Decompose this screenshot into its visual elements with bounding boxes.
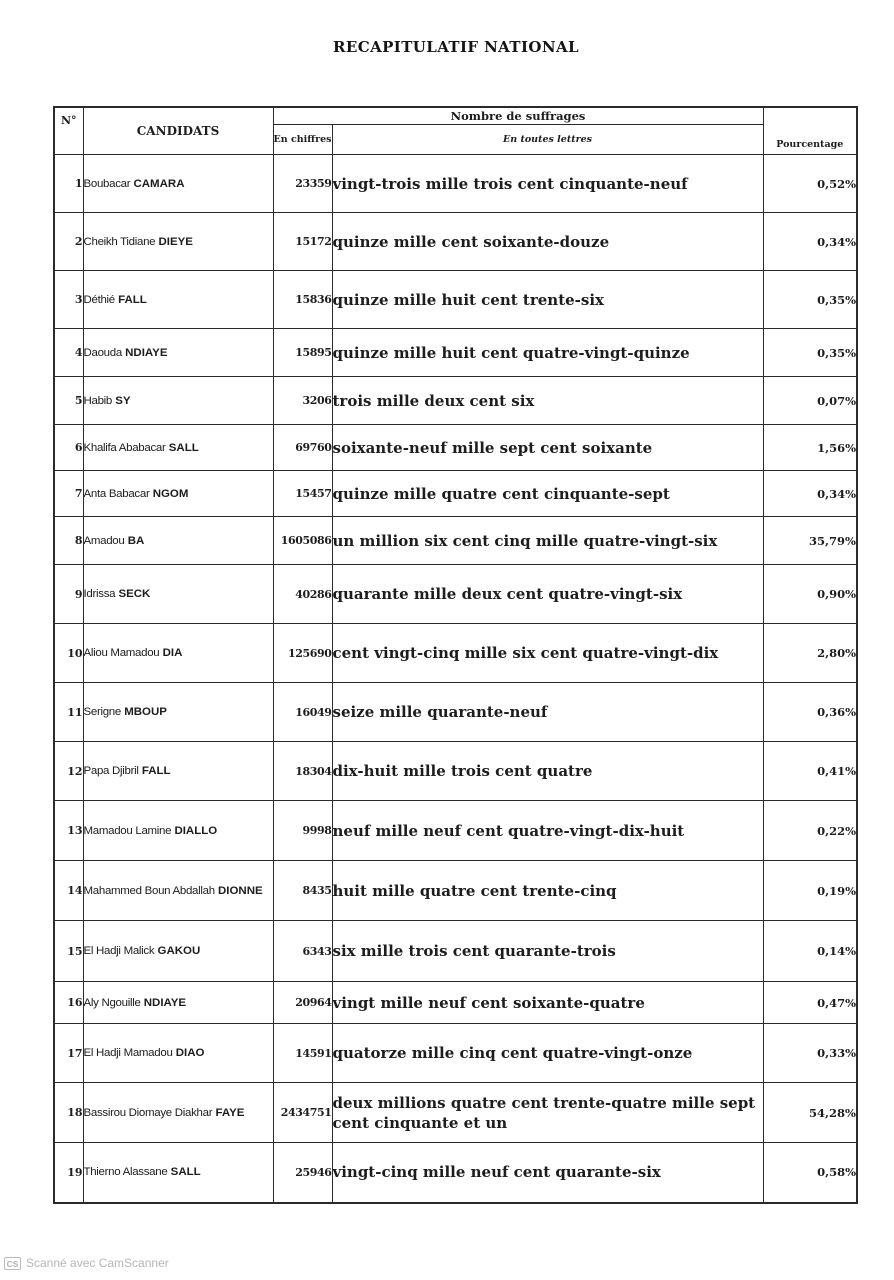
vote-percentage: 54,28%	[763, 1083, 857, 1143]
candidate-given-name: Habib	[83, 394, 113, 407]
candidate-name	[83, 155, 273, 213]
header-candidates: CANDIDATS	[83, 107, 273, 155]
row-number: 11	[54, 683, 83, 742]
table-row	[54, 565, 857, 624]
candidate-given-name: Bassirou Diomaye Diakhar	[83, 1106, 213, 1119]
candidate-given-name: Cheikh Tidiane	[83, 235, 156, 248]
candidate-name	[83, 1083, 273, 1143]
header-in-figures: En chiffres	[273, 125, 332, 155]
vote-percentage: 0,22%	[763, 801, 857, 861]
votes-in-words: quatorze mille cinq cent quatre-vingt-onze	[332, 1024, 763, 1083]
candidate-given-name: Boubacar	[83, 177, 131, 190]
candidate-family-name: BA	[127, 534, 145, 547]
vote-percentage: 0,47%	[763, 982, 857, 1024]
candidate-family-name: CAMARA	[133, 177, 185, 190]
votes-in-words: vingt-cinq mille neuf cent quarante-six	[332, 1143, 763, 1203]
scanner-watermark	[4, 1255, 169, 1271]
candidate-family-name: DIALLO	[174, 824, 218, 837]
table-row	[54, 471, 857, 517]
candidate-given-name: El Hadji Mamadou	[83, 1047, 173, 1059]
votes-in-words: trois mille deux cent six	[332, 377, 763, 425]
votes-in-figures: 23359	[273, 155, 332, 213]
candidate-name	[83, 377, 273, 425]
votes-in-words: un million six cent cinq mille quatre-vingt-six	[332, 517, 763, 565]
candidate-given-name: Thierno Alassane	[83, 1166, 168, 1179]
candidate-given-name: Mamadou Lamine	[83, 824, 172, 837]
votes-in-figures: 25946	[273, 1143, 332, 1203]
vote-percentage: 0,52%	[763, 155, 857, 213]
table-row	[54, 517, 857, 565]
votes-in-words: quinze mille huit cent quatre-vingt-quinze	[332, 329, 763, 377]
candidate-family-name: NGOM	[152, 487, 189, 500]
row-number: 15	[54, 921, 83, 982]
candidate-name	[83, 425, 273, 471]
candidate-given-name: Aliou Mamadou	[83, 647, 160, 659]
votes-in-figures: 20964	[273, 982, 332, 1024]
table-row	[54, 155, 857, 213]
scanner-text: Scanné avec CamScanner	[26, 1256, 169, 1270]
votes-in-figures: 2434751	[273, 1083, 332, 1143]
candidate-name	[83, 271, 273, 329]
row-number: 7	[54, 471, 83, 517]
vote-percentage: 0,33%	[763, 1024, 857, 1083]
candidate-name	[83, 213, 273, 271]
votes-in-figures: 6343	[273, 921, 332, 982]
candidate-given-name: Khalifa Ababacar	[83, 441, 166, 454]
table-row	[54, 624, 857, 683]
row-number: 19	[54, 1143, 83, 1203]
vote-percentage: 0,14%	[763, 921, 857, 982]
candidate-given-name: Papa Djibril	[83, 765, 139, 777]
votes-in-figures: 15457	[273, 471, 332, 517]
table-header	[54, 107, 857, 155]
header-percentage: Pourcentage	[763, 107, 857, 155]
candidate-family-name: DIA	[162, 647, 183, 659]
candidate-given-name: El Hadji Malick	[83, 945, 155, 957]
votes-in-figures: 16049	[273, 683, 332, 742]
vote-percentage: 0,36%	[763, 683, 857, 742]
candidate-family-name: SALL	[170, 1166, 201, 1179]
row-number: 13	[54, 801, 83, 861]
candidate-family-name: DIEYE	[158, 235, 193, 248]
votes-in-words: quinze mille cent soixante-douze	[332, 213, 763, 271]
votes-in-words: vingt-trois mille trois cent cinquante-neuf	[332, 155, 763, 213]
candidate-family-name: FALL	[141, 765, 171, 777]
candidate-given-name: Serigne	[83, 706, 121, 718]
votes-in-words: quarante mille deux cent quatre-vingt-six	[332, 565, 763, 624]
header-votes-group: Nombre de suffrages	[273, 107, 763, 125]
candidate-family-name: DIAO	[175, 1047, 205, 1059]
row-number: 9	[54, 565, 83, 624]
camscanner-logo-icon: CS	[4, 1257, 21, 1270]
page-title: RECAPITULATIF NATIONAL	[333, 38, 579, 56]
table-row	[54, 213, 857, 271]
vote-percentage: 1,56%	[763, 425, 857, 471]
votes-in-figures: 69760	[273, 425, 332, 471]
votes-in-figures: 14591	[273, 1024, 332, 1083]
candidate-name	[83, 624, 273, 683]
candidate-family-name: SECK	[118, 588, 151, 600]
votes-in-words: quinze mille quatre cent cinquante-sept	[332, 471, 763, 517]
votes-in-words: seize mille quarante-neuf	[332, 683, 763, 742]
vote-percentage: 0,41%	[763, 742, 857, 801]
votes-in-figures: 15172	[273, 213, 332, 271]
candidate-family-name: FALL	[118, 293, 147, 306]
vote-percentage: 0,35%	[763, 271, 857, 329]
row-number: 17	[54, 1024, 83, 1083]
table-row	[54, 683, 857, 742]
candidate-name	[83, 329, 273, 377]
candidate-name	[83, 1143, 273, 1203]
votes-in-figures: 15836	[273, 271, 332, 329]
table-row	[54, 377, 857, 425]
vote-percentage: 35,79%	[763, 517, 857, 565]
row-number: 8	[54, 517, 83, 565]
votes-in-words: six mille trois cent quarante-trois	[332, 921, 763, 982]
row-number: 6	[54, 425, 83, 471]
row-number: 18	[54, 1083, 83, 1143]
candidate-name	[83, 683, 273, 742]
table-row	[54, 1024, 857, 1083]
candidate-name	[83, 471, 273, 517]
row-number: 5	[54, 377, 83, 425]
votes-in-words: dix-huit mille trois cent quatre	[332, 742, 763, 801]
candidate-name	[83, 861, 273, 921]
candidate-name	[83, 565, 273, 624]
candidate-family-name: NDIAYE	[143, 996, 187, 1009]
candidate-name	[83, 742, 273, 801]
candidate-given-name: Amadou	[83, 534, 125, 547]
table-row	[54, 1143, 857, 1203]
candidate-family-name: NDIAYE	[125, 346, 168, 359]
row-number: 10	[54, 624, 83, 683]
candidate-family-name: GAKOU	[157, 945, 201, 957]
vote-percentage: 2,80%	[763, 624, 857, 683]
candidate-given-name: Anta Babacar	[83, 487, 150, 500]
vote-percentage: 0,19%	[763, 861, 857, 921]
table-row	[54, 271, 857, 329]
candidate-family-name: MBOUP	[124, 706, 167, 718]
table-row	[54, 742, 857, 801]
candidate-given-name: Aly Ngouille	[83, 996, 141, 1009]
votes-in-words: deux millions quatre cent trente-quatre mille sept cent cinquante et un	[332, 1083, 763, 1143]
vote-percentage: 0,34%	[763, 471, 857, 517]
candidate-given-name: Daouda	[83, 346, 122, 359]
vote-percentage: 0,34%	[763, 213, 857, 271]
table-row	[54, 921, 857, 982]
vote-percentage: 0,07%	[763, 377, 857, 425]
table-row	[54, 1083, 857, 1143]
row-number: 12	[54, 742, 83, 801]
votes-in-words: quinze mille huit cent trente-six	[332, 271, 763, 329]
row-number: 3	[54, 271, 83, 329]
header-number: N°	[54, 107, 83, 155]
votes-in-words: neuf mille neuf cent quatre-vingt-dix-huit	[332, 801, 763, 861]
candidate-name	[83, 1024, 273, 1083]
row-number: 14	[54, 861, 83, 921]
results-table	[53, 106, 858, 1204]
table-row	[54, 861, 857, 921]
candidate-given-name: Idrissa	[83, 588, 116, 600]
vote-percentage: 0,58%	[763, 1143, 857, 1203]
table-row	[54, 329, 857, 377]
row-number: 16	[54, 982, 83, 1024]
table-row	[54, 982, 857, 1024]
votes-in-figures: 18304	[273, 742, 332, 801]
votes-in-figures: 9998	[273, 801, 332, 861]
candidate-family-name: DIONNE	[218, 884, 263, 897]
votes-in-figures: 40286	[273, 565, 332, 624]
votes-in-figures: 3206	[273, 377, 332, 425]
candidate-given-name: Mahammed Boun Abdallah	[83, 884, 215, 897]
header-in-words: En toutes lettres	[332, 125, 763, 155]
votes-in-words: soixante-neuf mille sept cent soixante	[332, 425, 763, 471]
table-row	[54, 425, 857, 471]
candidate-given-name: Déthié	[83, 293, 115, 306]
votes-in-figures: 1605086	[273, 517, 332, 565]
row-number: 4	[54, 329, 83, 377]
votes-in-figures: 125690	[273, 624, 332, 683]
candidate-name	[83, 517, 273, 565]
candidate-family-name: SY	[115, 394, 131, 407]
table-row	[54, 801, 857, 861]
votes-in-figures: 15895	[273, 329, 332, 377]
candidate-name	[83, 921, 273, 982]
table-body	[54, 155, 857, 1203]
candidate-family-name: FAYE	[215, 1106, 245, 1119]
vote-percentage: 0,35%	[763, 329, 857, 377]
votes-in-figures: 8435	[273, 861, 332, 921]
row-number: 1	[54, 155, 83, 213]
candidate-family-name: SALL	[168, 441, 199, 454]
votes-in-words: huit mille quatre cent trente-cinq	[332, 861, 763, 921]
votes-in-words: vingt mille neuf cent soixante-quatre	[332, 982, 763, 1024]
candidate-name	[83, 801, 273, 861]
candidate-name	[83, 982, 273, 1024]
votes-in-words: cent vingt-cinq mille six cent quatre-vingt-dix	[332, 624, 763, 683]
vote-percentage: 0,90%	[763, 565, 857, 624]
row-number: 2	[54, 213, 83, 271]
